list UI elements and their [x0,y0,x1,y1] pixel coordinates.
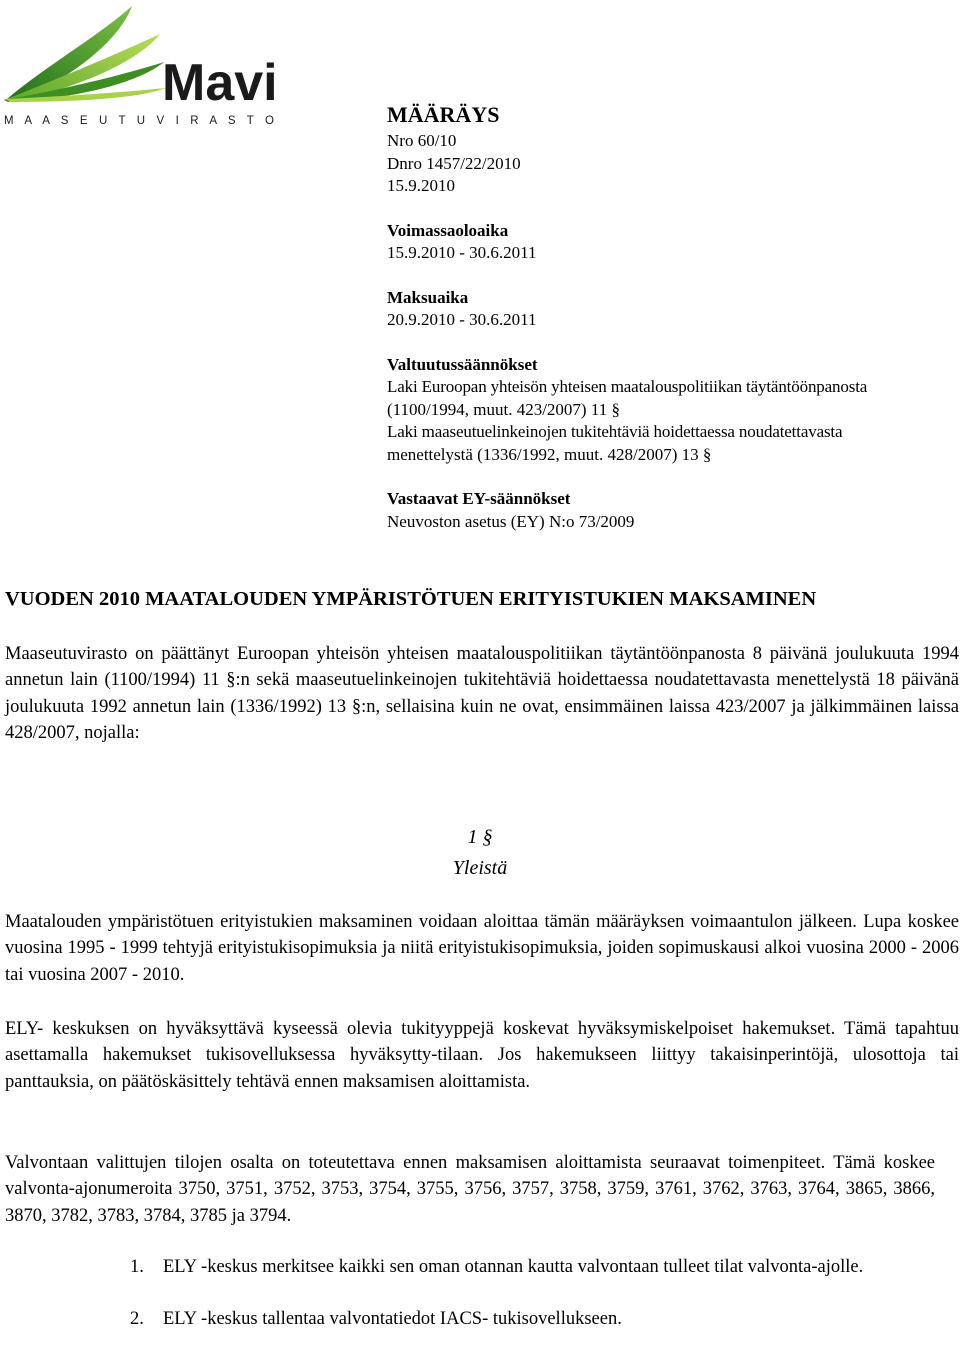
authority-label: Valtuutussäännökset [387,354,538,374]
document-number: Nro 60/10 [387,131,457,150]
section-title: Yleistä [452,857,508,879]
payment-period-value: 20.9.2010 - 30.6.2011 [387,310,537,329]
logo-tagline: M A A S E U T U V I R A S T O [4,115,274,127]
list-item [0,1306,960,1332]
steps-list [0,1254,960,1333]
registry-number: Dnro 1457/22/2010 [387,153,521,173]
document-date: 15.9.2010 [387,176,455,195]
validity-value: 15.9.2010 - 30.6.2011 [387,243,537,262]
eu-regulations-label: Vastaavat EY-säännökset [387,489,571,508]
authority-line: menettelystä (1336/1992, muut. 428/2007) 13 § [387,444,712,464]
paragraph: Valvontaan valittujen tilojen osalta on toteutettava ennen maksamisen aloittamista seuraavat toimenpiteet. Tämä koskee valvonta-ajonumeroita 3750, 3751, 3752, 3753, 3754, 3755, 3756, 3757, 3758, 3759, 3761, 3762, 3763, 3764, 3865, 3866, 3870, 3782, 3783, 3784, 3785 ja 3794. [5,1153,935,1226]
intro-paragraph: Maaseutuvirasto on päättänyt Euroopan yhteisön yhteisen maatalouspolitiikan täytäntöönpanosta 8 päivänä joulukuuta 1994 annetun lain (1100/1994) 11 §:n sekä maaseutuelinkeinojen tukitehtäviä hoidettaessa noudatettavasta menettelystä 18 päivänä joulukuuta 1992 annetun lain (1336/1992) 13 §:n, sellaisina kuin ne ovat, ensimmäinen laissa 423/2007 ja jälkimmäinen laissa 428/2007, nojalla: [5,644,959,743]
authority-line: (1100/1994, muut. 423/2007) 11 § [387,399,620,419]
mavi-logo-graphic [0,0,290,130]
section-number: 1 § [467,826,493,848]
validity-label: Voimassaoloaika [387,220,509,240]
authority-line: Laki Euroopan yhteisön yhteisen maatalouspolitiikan täytäntöönpanosta [387,377,868,396]
eu-regulations-value: Neuvoston asetus (EY) N:o 73/2009 [387,511,635,531]
document-heading: VUODEN 2010 MAATALOUDEN YMPÄRISTÖTUEN ERITYISTUKIEN MAKSAMINEN [5,588,817,610]
list-item-number: 1. [130,1257,144,1277]
list-item-number: 2. [130,1309,144,1330]
paragraph: ELY- keskuksen on hyväksyttävä kyseessä olevia tukityyppejä koskevat hyväksymiskelpoiset hakemukset. Tämä tapahtuu asettamalla hakemukset tukisovelluksessa hyväksytty-tilaan. Jos hakemukseen liittyy takaisinperintöjä, ulosottoja tai panttauksia, on päätöskäsittely tehtävä ennen maksamisen aloittamista. [5,1019,959,1092]
list-item-text: ELY -keskus tallentaa valvontatiedot IACS- tukisovellukseen. [163,1309,622,1330]
list-item-text: ELY -keskus merkitsee kaikki sen oman otannan kautta valvontaan tulleet tilat valvonta-ajolle. [163,1257,864,1277]
paragraph: Maatalouden ympäristötuen erityistukien maksaminen voidaan aloittaa tämän määräyksen voimaantulon jälkeen. Lupa koskee vuosina 1995 - 1999 tehtyjä erityistukisopimuksia ja niitä erityistukisopimuksia, joiden sopimuskausi alkoi vuosina 2000 - 2006 tai vuosina 2007 - 2010. [5,912,959,985]
document-metadata [387,101,947,533]
mavi-logo [0,0,290,130]
document-type-title: MÄÄRÄYS [387,102,500,127]
logo-brand-text: Mavi [162,54,278,112]
list-item [0,1254,960,1280]
payment-period-label: Maksuaika [387,287,469,307]
authority-line: Laki maaseutuelinkeinojen tukitehtäviä hoidettaessa noudatettavasta [387,422,843,441]
